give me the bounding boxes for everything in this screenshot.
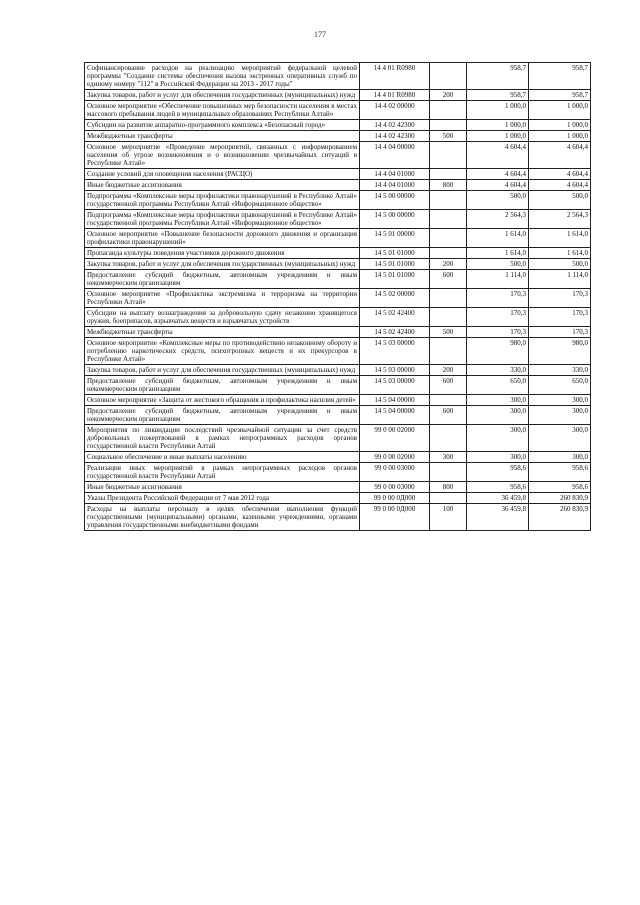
row-code-cell: 14 4 02 00000 — [360, 101, 430, 120]
row-amount-1-cell: 330,0 — [467, 365, 529, 376]
table-row — [85, 270, 591, 289]
row-name-cell: Предоставление субсидий бюджетным, автономным учреждениям и иным некоммерческим организациям — [85, 376, 360, 395]
row-amount-2-cell: 260 830,9 — [529, 493, 591, 504]
row-code-cell: 14 5 04 00000 — [360, 395, 430, 406]
row-amount-2-cell: 170,3 — [529, 327, 591, 338]
row-name-cell: Основное мероприятие «Профилактика экстремизма и терроризма на территории Республики Алтай» — [85, 289, 360, 308]
table-row — [85, 210, 591, 229]
row-expense-type-cell — [430, 229, 467, 248]
row-code-cell: 14 4 04 00000 — [360, 142, 430, 169]
row-name-cell: Основное мероприятие «Обеспечение повышенных мер безопасности населения в местах массового пребывания людей в муниципальных образованиях Республики Алтай» — [85, 101, 360, 120]
table-row — [85, 142, 591, 169]
row-code-cell: 14 5 01 01000 — [360, 248, 430, 259]
row-name-cell: Расходы на выплаты персоналу в целях обеспечения выполнения функций государственными (муниципальными) органами, казенными учреждениями, органами управления государственными внебюджетными фондами — [85, 504, 360, 531]
row-amount-2-cell: 330,0 — [529, 365, 591, 376]
row-code-cell: 99 0 00 02000 — [360, 452, 430, 463]
row-code-cell: 14 5 03 00000 — [360, 365, 430, 376]
table-row — [85, 338, 591, 365]
table-row — [85, 406, 591, 425]
row-amount-2-cell: 1 614,0 — [529, 229, 591, 248]
page-number: 177 — [314, 30, 326, 39]
table-row — [85, 365, 591, 376]
row-expense-type-cell — [430, 63, 467, 90]
table-row — [85, 308, 591, 327]
row-amount-2-cell: 170,3 — [529, 308, 591, 327]
row-amount-1-cell: 500,0 — [467, 191, 529, 210]
row-name-cell: Иные бюджетные ассигнования — [85, 180, 360, 191]
row-amount-1-cell: 958,6 — [467, 463, 529, 482]
row-expense-type-cell: 800 — [430, 482, 467, 493]
row-code-cell: 14 5 02 42400 — [360, 308, 430, 327]
row-expense-type-cell — [430, 338, 467, 365]
row-expense-type-cell — [430, 248, 467, 259]
table-row — [85, 101, 591, 120]
row-amount-2-cell: 500,0 — [529, 191, 591, 210]
row-amount-2-cell: 4 604,4 — [529, 169, 591, 180]
row-amount-1-cell: 4 604,4 — [467, 180, 529, 191]
table-row — [85, 191, 591, 210]
row-amount-2-cell: 4 604,4 — [529, 142, 591, 169]
row-expense-type-cell — [430, 169, 467, 180]
table-row — [85, 327, 591, 338]
row-amount-2-cell: 260 830,9 — [529, 504, 591, 531]
row-code-cell: 14 5 02 42400 — [360, 327, 430, 338]
row-name-cell: Предоставление субсидий бюджетным, автономным учреждениям и иным некоммерческим организациям — [85, 270, 360, 289]
row-expense-type-cell: 200 — [430, 365, 467, 376]
row-amount-2-cell: 300,0 — [529, 406, 591, 425]
row-code-cell: 99 0 00 03000 — [360, 463, 430, 482]
row-amount-1-cell: 300,0 — [467, 395, 529, 406]
table-row — [85, 63, 591, 90]
row-amount-2-cell: 958,6 — [529, 463, 591, 482]
table-row — [85, 248, 591, 259]
row-code-cell: 14 5 01 01000 — [360, 270, 430, 289]
row-expense-type-cell — [430, 120, 467, 131]
row-code-cell: 99 0 00 03000 — [360, 482, 430, 493]
table-row — [85, 90, 591, 101]
row-amount-2-cell: 980,0 — [529, 338, 591, 365]
row-code-cell: 14 4 04 01000 — [360, 169, 430, 180]
table-row — [85, 482, 591, 493]
budget-table-body — [85, 63, 591, 531]
row-amount-2-cell: 958,6 — [529, 482, 591, 493]
row-name-cell: Пропаганда культуры поведения участников дорожного движения — [85, 248, 360, 259]
row-code-cell: 14 5 03 00000 — [360, 376, 430, 395]
row-code-cell: 99 0 00 02000 — [360, 425, 430, 452]
table-row — [85, 452, 591, 463]
row-amount-1-cell: 1 614,0 — [467, 229, 529, 248]
row-amount-2-cell: 1 000,0 — [529, 131, 591, 142]
row-expense-type-cell — [430, 101, 467, 120]
row-name-cell: Подпрограмма «Комплексные меры профилактики правонарушений в Республике Алтай» государственной программы Республики Алтай «Информационное общество» — [85, 210, 360, 229]
row-code-cell: 14 4 01 R0980 — [360, 63, 430, 90]
row-name-cell: Указы Президента Российской Федерации от 7 мая 2012 года — [85, 493, 360, 504]
table-row — [85, 493, 591, 504]
table-row — [85, 395, 591, 406]
row-code-cell: 14 4 02 42300 — [360, 131, 430, 142]
row-amount-1-cell: 4 604,4 — [467, 142, 529, 169]
row-name-cell: Подпрограмма «Комплексные меры профилактики правонарушений в Республике Алтай» государственной программы Республики Алтай «Информационное общество» — [85, 191, 360, 210]
row-code-cell: 14 4 04 01000 — [360, 180, 430, 191]
row-amount-1-cell: 300,0 — [467, 406, 529, 425]
row-amount-2-cell: 300,0 — [529, 395, 591, 406]
table-row — [85, 425, 591, 452]
row-amount-2-cell: 958,7 — [529, 63, 591, 90]
row-amount-1-cell: 4 604,4 — [467, 169, 529, 180]
row-amount-1-cell: 958,7 — [467, 63, 529, 90]
table-row — [85, 229, 591, 248]
row-amount-2-cell: 300,0 — [529, 452, 591, 463]
row-amount-1-cell: 958,7 — [467, 90, 529, 101]
row-expense-type-cell — [430, 425, 467, 452]
table-row — [85, 463, 591, 482]
row-code-cell: 14 5 01 01000 — [360, 259, 430, 270]
row-amount-1-cell: 1 614,0 — [467, 248, 529, 259]
row-expense-type-cell — [430, 395, 467, 406]
row-amount-1-cell: 170,3 — [467, 289, 529, 308]
row-name-cell: Субсидии на выплату вознаграждения за добровольную сдачу незаконно хранящегося оружия, боеприпасов, взрывчатых веществ и взрывчатых устройств — [85, 308, 360, 327]
row-amount-2-cell: 1 000,0 — [529, 101, 591, 120]
table-row — [85, 169, 591, 180]
row-amount-2-cell: 500,0 — [529, 259, 591, 270]
row-expense-type-cell — [430, 463, 467, 482]
row-expense-type-cell: 500 — [430, 131, 467, 142]
row-amount-2-cell: 300,0 — [529, 425, 591, 452]
row-amount-1-cell: 300,0 — [467, 425, 529, 452]
row-amount-1-cell: 36 459,8 — [467, 504, 529, 531]
row-expense-type-cell: 300 — [430, 452, 467, 463]
row-code-cell: 14 5 00 00000 — [360, 210, 430, 229]
row-amount-2-cell: 650,0 — [529, 376, 591, 395]
budget-table — [84, 62, 591, 531]
row-name-cell: Основное мероприятие «Комплексные меры по противодействию незаконному обороту и потреблению наркотических средств, психотропных веществ и их прекурсоров в Республике Алтай» — [85, 338, 360, 365]
row-name-cell: Закупка товаров, работ и услуг для обеспечения государственных (муниципальных) нужд — [85, 259, 360, 270]
row-expense-type-cell — [430, 142, 467, 169]
row-amount-2-cell: 1 614,0 — [529, 248, 591, 259]
table-row — [85, 259, 591, 270]
row-amount-1-cell: 1 000,0 — [467, 101, 529, 120]
row-name-cell: Межбюджетные трансферты — [85, 131, 360, 142]
row-code-cell: 99 0 00 0Д000 — [360, 504, 430, 531]
table-row — [85, 376, 591, 395]
row-name-cell: Закупка товаров, работ и услуг для обеспечения государственных (муниципальных) нужд — [85, 90, 360, 101]
row-code-cell: 14 4 02 42300 — [360, 120, 430, 131]
row-amount-1-cell: 170,3 — [467, 308, 529, 327]
table-row — [85, 504, 591, 531]
table-row — [85, 180, 591, 191]
row-expense-type-cell — [430, 308, 467, 327]
row-name-cell: Субсидии на развитие аппаратно-программного комплекса «Безопасный город» — [85, 120, 360, 131]
row-amount-2-cell: 1 000,0 — [529, 120, 591, 131]
row-name-cell: Реализация иных мероприятий в рамках непрограммных расходов органов государственной власти Республики Алтай — [85, 463, 360, 482]
row-expense-type-cell: 600 — [430, 376, 467, 395]
row-name-cell: Основное мероприятие «Повышение безопасности дорожного движения и организация профилактики правонарушений» — [85, 229, 360, 248]
row-expense-type-cell: 600 — [430, 406, 467, 425]
row-amount-1-cell: 2 564,3 — [467, 210, 529, 229]
row-expense-type-cell: 100 — [430, 504, 467, 531]
row-amount-2-cell: 170,3 — [529, 289, 591, 308]
row-amount-1-cell: 1 000,0 — [467, 131, 529, 142]
row-code-cell: 14 5 02 00000 — [360, 289, 430, 308]
row-amount-1-cell: 1 114,0 — [467, 270, 529, 289]
row-amount-2-cell: 1 114,0 — [529, 270, 591, 289]
row-expense-type-cell — [430, 191, 467, 210]
row-name-cell: Мероприятия по ликвидации последствий чрезвычайной ситуации за счет средств добровольных пожертвований в рамках непрограммных расходов органов государственной власти Республики Алтай — [85, 425, 360, 452]
table-row — [85, 289, 591, 308]
row-code-cell: 14 4 01 R0980 — [360, 90, 430, 101]
row-name-cell: Создание условий для оповещения населения (РАСЦО) — [85, 169, 360, 180]
row-expense-type-cell: 600 — [430, 270, 467, 289]
row-name-cell: Закупка товаров, работ и услуг для обеспечения государственных (муниципальных) нужд — [85, 365, 360, 376]
row-amount-1-cell: 650,0 — [467, 376, 529, 395]
table-row — [85, 120, 591, 131]
row-name-cell: Социальное обеспечение и иные выплаты населению — [85, 452, 360, 463]
row-expense-type-cell: 200 — [430, 259, 467, 270]
row-name-cell: Софинансирование расходов на реализацию мероприятий федеральной целевой программы "Создание системы обеспечения вызова экстренных оперативных служб по единому номеру "112" в Российской Федерации на 2013 - 2017 годы" — [85, 63, 360, 90]
row-expense-type-cell: 200 — [430, 90, 467, 101]
row-name-cell: Основное мероприятие «Защита от жестокого обращения и профилактика насилия детей» — [85, 395, 360, 406]
row-expense-type-cell — [430, 493, 467, 504]
row-code-cell: 14 5 04 00000 — [360, 406, 430, 425]
row-expense-type-cell — [430, 289, 467, 308]
row-amount-2-cell: 958,7 — [529, 90, 591, 101]
row-amount-1-cell: 980,0 — [467, 338, 529, 365]
row-code-cell: 14 5 01 00000 — [360, 229, 430, 248]
row-amount-1-cell: 958,6 — [467, 482, 529, 493]
row-name-cell: Основное мероприятие «Проведение мероприятий, связанных с информированием населения об угрозе возникновения и о возникновении чрезвычайных ситуаций в Республике Алтай» — [85, 142, 360, 169]
row-name-cell: Предоставление субсидий бюджетным, автономным учреждениям и иным некоммерческим организациям — [85, 406, 360, 425]
row-code-cell: 14 5 00 00000 — [360, 191, 430, 210]
row-amount-1-cell: 300,0 — [467, 452, 529, 463]
row-amount-1-cell: 500,0 — [467, 259, 529, 270]
row-expense-type-cell: 500 — [430, 327, 467, 338]
row-code-cell: 14 5 03 00000 — [360, 338, 430, 365]
row-amount-1-cell: 1 000,0 — [467, 120, 529, 131]
row-amount-2-cell: 2 564,3 — [529, 210, 591, 229]
row-amount-1-cell: 170,3 — [467, 327, 529, 338]
row-code-cell: 99 0 00 0Д000 — [360, 493, 430, 504]
table-row — [85, 131, 591, 142]
row-name-cell: Иные бюджетные ассигнования — [85, 482, 360, 493]
row-amount-1-cell: 36 459,8 — [467, 493, 529, 504]
row-name-cell: Межбюджетные трансферты — [85, 327, 360, 338]
row-expense-type-cell — [430, 210, 467, 229]
row-amount-2-cell: 4 604,4 — [529, 180, 591, 191]
row-expense-type-cell: 800 — [430, 180, 467, 191]
